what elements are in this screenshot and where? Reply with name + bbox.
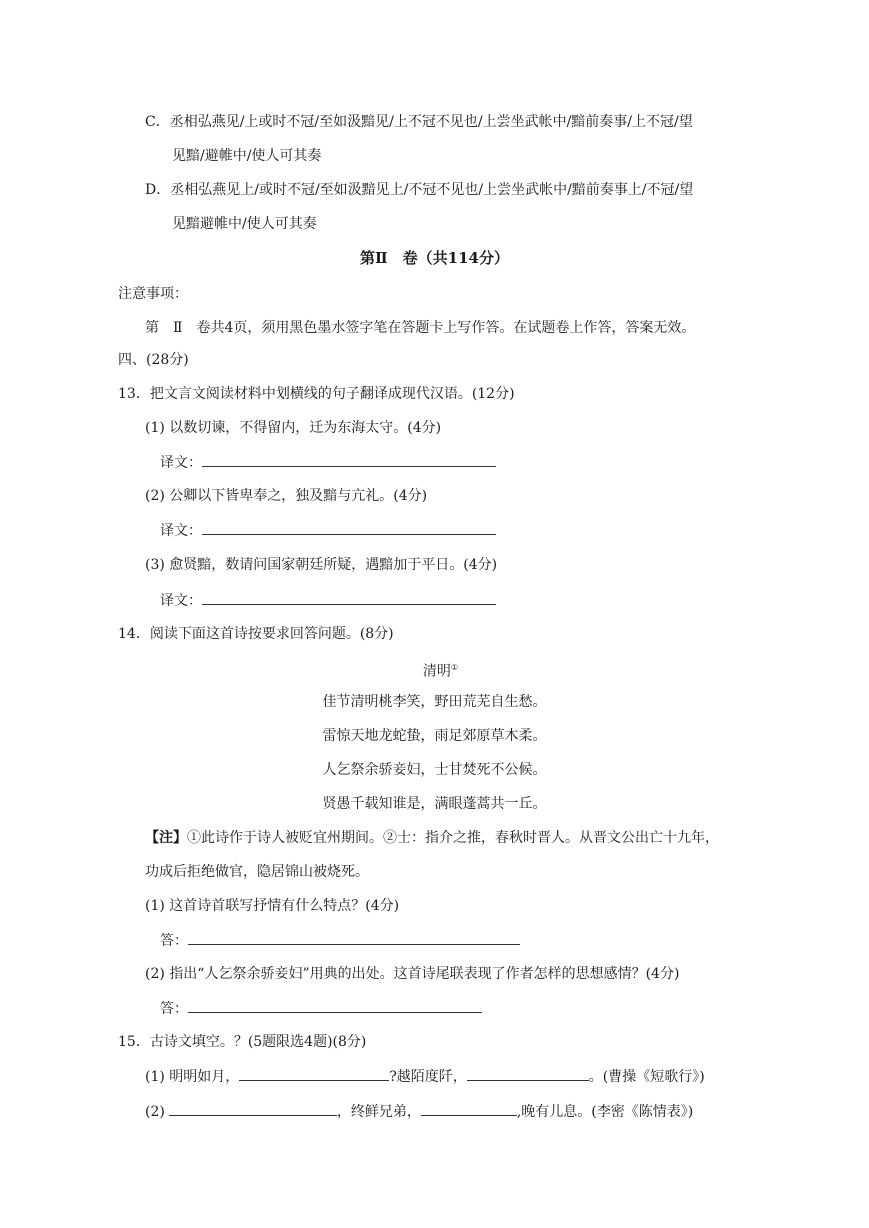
poem-note-line2: 功成后拒绝做官，隐居锦山被烧死。 [145, 864, 369, 880]
answer-blank[interactable] [202, 520, 496, 535]
q15-item1: (1) 明明如月， ?越陌度阡， 。(曹操《短歌行》) [145, 1066, 705, 1087]
q14-sub1: (1) 这首诗首联写抒情有什么特点？(4分) [145, 898, 400, 914]
notice-label: 注意事项： [118, 286, 188, 302]
q14-answer2 [160, 998, 482, 1019]
poem-title: 清明① [422, 663, 459, 680]
poem-line: 佳节清明桃李笑，野田荒芜自生愁。 [322, 694, 547, 710]
q13-answer1 [160, 452, 496, 473]
notice-text: 第 Ⅱ 卷共4页，须用黑色墨水签字笔在答题卡上写作答。在试题卷上作答，答案无效。 [145, 320, 696, 336]
poem-note-line1: 【注】①此诗作于诗人被贬宜州期间。②士：指介之推，春秋时晋人。从晋文公出亡十九年， [145, 830, 719, 846]
answer-label: 答： [160, 1001, 188, 1017]
option-c-line1: C．丞相弘燕见/上或时不冠/至如汲黯见/上不冠不见也/上尝坐武帐中/黯前奏事/上不冠/望 [145, 114, 693, 130]
footnote-marker: ① [450, 663, 459, 672]
part-four-heading: 四、(28分) [118, 352, 189, 368]
q13-stem: 13．把文言文阅读材料中划横线的句子翻译成现代汉语。(12分) [118, 386, 515, 402]
poem-line: 人乞祭余骄妾妇，士甘焚死不公候。 [322, 762, 547, 778]
q15-stem: 15．古诗文填空。？(5题限选4题)(8分) [118, 1034, 367, 1050]
q13-item3: (3) 愈贤黯，数请问国家朝廷所疑，遇黯加于平日。(4分) [145, 557, 498, 573]
answer-label: 答： [160, 933, 188, 949]
q14-stem: 14．阅读下面这首诗按要求回答问题。(8分) [118, 626, 394, 642]
translation-label: 译文： [160, 523, 202, 539]
answer-blank[interactable] [202, 452, 496, 467]
answer-blank[interactable] [188, 930, 520, 945]
translation-label: 译文： [160, 593, 202, 609]
q13-item1: (1) 以数切谏，不得留内，迁为东海太守。(4分) [145, 420, 442, 436]
q14-answer1 [160, 930, 520, 951]
q13-item2: (2) 公卿以下皆卑奉之，独及黯与亢礼。(4分) [145, 488, 428, 504]
option-d-line2: 见黯避帷中/使人可其奏 [172, 216, 317, 232]
q13-answer3 [160, 590, 496, 611]
option-c-line2: 见黯/避帷中/使人可其奏 [172, 148, 322, 164]
translation-label: 译文： [160, 455, 202, 471]
poem-line: 贤愚千载知谁是，满眼蓬蒿共一丘。 [322, 796, 547, 812]
note-label: 【注】 [145, 830, 187, 846]
poem-line: 雷惊天地龙蛇蛰，雨足郊原草木柔。 [322, 728, 547, 744]
answer-blank[interactable] [188, 998, 482, 1013]
fill-blank[interactable] [239, 1066, 389, 1081]
fill-blank[interactable] [169, 1101, 337, 1116]
q13-answer2 [160, 520, 496, 541]
q15-item2: (2) ，终鲜兄弟， ,晚有儿息。(李密《陈情表》) [145, 1101, 693, 1122]
option-d-line1: D．丞相弘燕见上/或时不冠/至如汲黯见上/不冠不见也/上尝坐武帐中/黯前奏事上/不冠/望 [145, 182, 694, 198]
fill-blank[interactable] [467, 1066, 589, 1081]
q14-sub2: (2) 指出“人乞祭余骄妾妇”用典的出处。这首诗尾联表现了作者怎样的思想感情？(4分) [145, 966, 680, 982]
answer-blank[interactable] [202, 590, 496, 605]
section-title: 第Ⅱ 卷（共114分） [360, 249, 509, 267]
fill-blank[interactable] [421, 1101, 517, 1116]
